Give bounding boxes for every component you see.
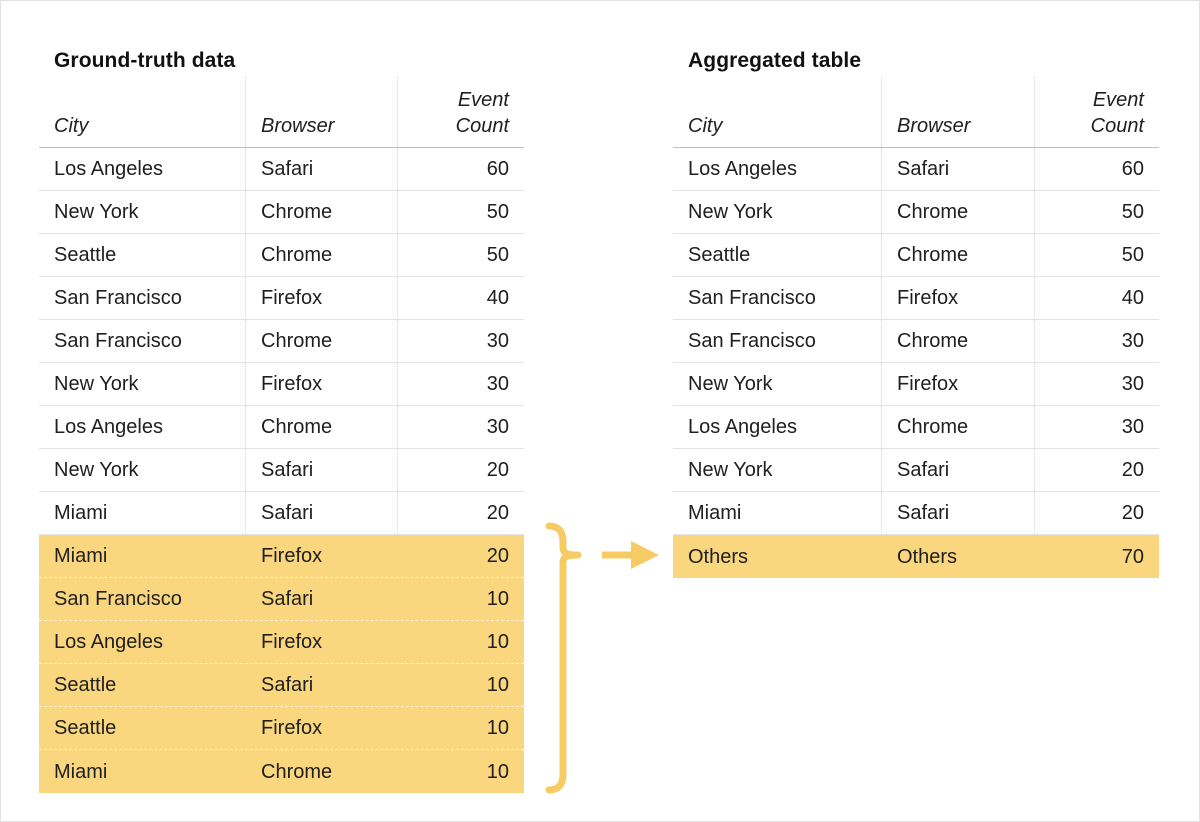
column-header-browser: Browser (881, 76, 1034, 147)
table-row (39, 492, 524, 535)
column-header-browser: Browser (245, 76, 397, 147)
brace-icon (549, 526, 578, 790)
table-row-highlighted (39, 578, 524, 621)
cell-count: 20 (1034, 492, 1159, 534)
table-row (673, 277, 1159, 320)
table-row-highlighted (39, 664, 524, 707)
cell-browser: Chrome (881, 406, 1034, 448)
cell-count: 50 (1034, 191, 1159, 233)
table-row (39, 363, 524, 406)
table-row-highlighted (39, 621, 524, 664)
cell-count: 30 (1034, 363, 1159, 405)
cell-city: San Francisco (54, 287, 182, 309)
cell-browser: Chrome (245, 320, 397, 362)
cell-browser: Firefox (245, 535, 397, 577)
cell-city: Miami (54, 502, 108, 524)
column-header-city: City (688, 115, 723, 137)
table-row (39, 277, 524, 320)
column-header-event-count: Event Count (397, 76, 524, 147)
cell-count: 50 (1034, 234, 1159, 276)
table-row (39, 406, 524, 449)
cell-count: 50 (397, 234, 524, 276)
cell-browser: Chrome (881, 234, 1034, 276)
cell-count: 40 (1034, 277, 1159, 319)
cell-count: 20 (397, 449, 524, 491)
cell-city: New York (688, 459, 773, 481)
cell-count: 60 (397, 148, 524, 190)
cell-browser: Firefox (245, 277, 397, 319)
cell-city: Miami (54, 545, 108, 567)
arrow-icon (602, 541, 659, 569)
cell-browser: Safari (245, 664, 397, 706)
cell-city: New York (688, 373, 773, 395)
cell-city: New York (688, 201, 773, 223)
cell-count: 50 (397, 191, 524, 233)
cell-city: Los Angeles (54, 158, 163, 180)
cell-count: 40 (397, 277, 524, 319)
cell-browser: Firefox (881, 277, 1034, 319)
table-row-highlighted (673, 535, 1159, 578)
cell-city: Miami (688, 502, 742, 524)
column-header-city: City (54, 115, 89, 137)
cell-browser: Safari (245, 449, 397, 491)
cell-browser: Chrome (881, 320, 1034, 362)
table-row (673, 449, 1159, 492)
cell-count: 10 (397, 578, 524, 620)
table-row (673, 148, 1159, 191)
table-row (39, 148, 524, 191)
cell-browser: Others (881, 535, 1034, 578)
cell-city: New York (54, 201, 139, 223)
cell-city: Los Angeles (54, 631, 163, 653)
cell-count: 10 (397, 707, 524, 749)
cell-count: 10 (397, 750, 524, 793)
cell-city: San Francisco (54, 330, 182, 352)
table-row (39, 449, 524, 492)
cell-city: San Francisco (54, 588, 182, 610)
table-row (39, 191, 524, 234)
cell-city: Seattle (54, 674, 117, 696)
cell-city: Miami (54, 760, 108, 783)
table-row (39, 234, 524, 277)
cell-count: 70 (1034, 535, 1159, 578)
ground-truth-table (39, 76, 524, 793)
table-row-highlighted (39, 707, 524, 750)
cell-browser: Firefox (245, 707, 397, 749)
cell-count: 30 (1034, 406, 1159, 448)
table-header-row (673, 76, 1159, 148)
cell-city: Seattle (688, 244, 751, 266)
table-row (673, 234, 1159, 277)
cell-city: San Francisco (688, 330, 816, 352)
cell-city: Others (688, 545, 749, 568)
table-row (39, 320, 524, 363)
cell-city: Los Angeles (54, 416, 163, 438)
cell-count: 10 (397, 664, 524, 706)
cell-count: 60 (1034, 148, 1159, 190)
cell-city: San Francisco (688, 287, 816, 309)
cell-browser: Safari (881, 492, 1034, 534)
cell-count: 30 (397, 363, 524, 405)
table-header-row (39, 76, 524, 148)
cell-count: 30 (1034, 320, 1159, 362)
cell-city: Los Angeles (688, 158, 797, 180)
cell-browser: Chrome (245, 406, 397, 448)
cell-browser: Firefox (245, 621, 397, 663)
cell-city: Los Angeles (688, 416, 797, 438)
cell-city: Seattle (54, 244, 117, 266)
table-row-highlighted (39, 750, 524, 793)
cell-browser: Safari (245, 148, 397, 190)
cell-count: 20 (1034, 449, 1159, 491)
cell-city: Seattle (54, 717, 117, 739)
cell-browser: Chrome (245, 191, 397, 233)
table-row (673, 320, 1159, 363)
cell-browser: Chrome (245, 234, 397, 276)
cell-browser: Chrome (245, 750, 397, 793)
cell-count: 20 (397, 535, 524, 577)
cell-count: 20 (397, 492, 524, 534)
cell-browser: Chrome (881, 191, 1034, 233)
aggregated-table-title: Aggregated table (688, 49, 862, 73)
column-header-event-count: Event Count (1034, 76, 1159, 147)
cell-count: 10 (397, 621, 524, 663)
table-row-highlighted (39, 535, 524, 578)
cell-count: 30 (397, 320, 524, 362)
table-row (673, 492, 1159, 535)
cell-browser: Safari (881, 148, 1034, 190)
cell-browser: Safari (245, 578, 397, 620)
cell-browser: Firefox (881, 363, 1034, 405)
cell-browser: Firefox (245, 363, 397, 405)
table-row (673, 191, 1159, 234)
cell-city: New York (54, 373, 139, 395)
cell-browser: Safari (881, 449, 1034, 491)
aggregated-table (673, 76, 1159, 578)
cell-count: 30 (397, 406, 524, 448)
table-row (673, 363, 1159, 406)
cell-city: New York (54, 459, 139, 481)
table-row (673, 406, 1159, 449)
cell-browser: Safari (245, 492, 397, 534)
ground-truth-table-title: Ground-truth data (54, 49, 236, 73)
